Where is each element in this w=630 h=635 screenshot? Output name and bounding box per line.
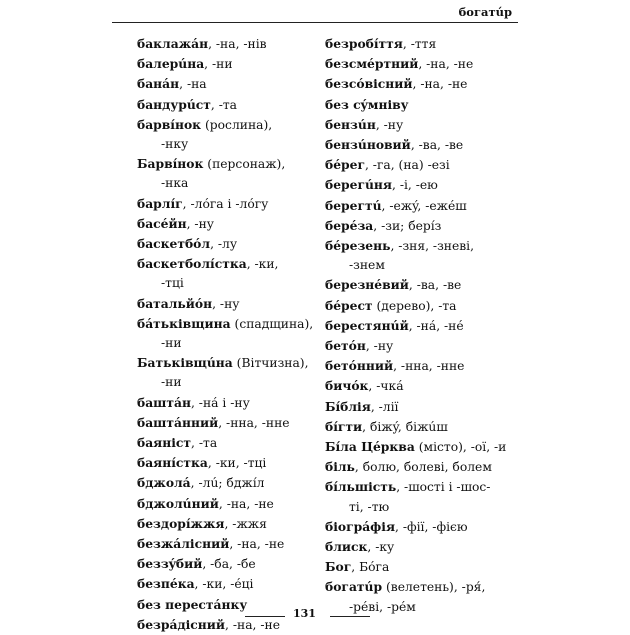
- headword: бджолá: [137, 475, 191, 491]
- headword: бетóнний: [325, 358, 394, 374]
- dictionary-entry: [137, 494, 312, 514]
- headword: баштáнний: [137, 414, 219, 430]
- grammar-forms: , -зи; берíз: [373, 218, 442, 233]
- headword: бичóк: [325, 378, 369, 394]
- dictionary-entry: [325, 417, 505, 437]
- headword: біль: [325, 459, 355, 475]
- grammar-forms: (спадщина),: [230, 316, 314, 331]
- grammar-forms: (персонаж),: [203, 157, 286, 172]
- headword: басéйн: [137, 215, 187, 231]
- continuation-line: ті, -тю: [349, 499, 390, 514]
- grammar-forms: , -лóга і -лóгу: [182, 196, 269, 211]
- headword: балерúна: [137, 56, 205, 72]
- dictionary-entry: [325, 175, 505, 195]
- headword: баштáн: [137, 394, 191, 410]
- page-number: 131: [293, 607, 316, 620]
- headword: безсмéртний: [325, 56, 419, 72]
- grammar-forms: , -ва, -ве: [410, 138, 464, 153]
- dictionary-entry: [325, 275, 505, 295]
- headword: баянíстка: [137, 455, 208, 471]
- headword: березнéвий: [325, 277, 409, 293]
- left-column: [137, 34, 312, 635]
- header-rule: [112, 22, 518, 23]
- footer-rule-left: [245, 616, 285, 617]
- continuation-line: -знем: [349, 258, 385, 273]
- headword: безсóвісний: [325, 76, 413, 92]
- headword: беззýбий: [137, 556, 203, 572]
- headword: безробíття: [325, 36, 403, 51]
- grammar-forms: , -та: [191, 436, 218, 451]
- dictionary-entry: [325, 135, 505, 155]
- headword: без перестáнку: [137, 596, 248, 612]
- headword: бензúн: [325, 116, 376, 132]
- grammar-forms: , -на, -не: [229, 537, 285, 552]
- dictionary-entry: [137, 154, 312, 193]
- grammar-forms: , Бóга: [351, 560, 390, 575]
- dictionary-entry: [325, 457, 505, 477]
- continuation-line: -ни: [161, 375, 182, 390]
- dictionary-entry: [137, 34, 312, 54]
- headword: баклажáн: [137, 36, 209, 51]
- headword: Батьківщúна: [137, 355, 233, 371]
- grammar-forms: , -нна, -нне: [393, 359, 465, 374]
- dictionary-entry: [137, 554, 312, 574]
- grammar-forms: , -на, -не: [412, 77, 468, 92]
- headword: безрáдісний: [137, 616, 226, 632]
- dictionary-entry: [137, 194, 312, 214]
- grammar-forms: , -ежý, -ежéш: [381, 198, 467, 213]
- grammar-forms: , -ва, -ве: [408, 278, 462, 293]
- dictionary-entry: [325, 74, 505, 94]
- headword: бéрег: [325, 157, 365, 173]
- headword: Бíблія: [325, 398, 371, 414]
- dictionary-entry: [137, 74, 312, 94]
- grammar-forms: (велетень), -ря́,: [382, 580, 486, 595]
- right-column: [325, 34, 505, 617]
- dictionary-entry: [325, 236, 505, 275]
- grammar-forms: , -ба, -бе: [202, 557, 256, 572]
- dictionary-entry: [325, 296, 505, 316]
- dictionary-entry: [325, 316, 505, 336]
- grammar-forms: (Вітчизна),: [232, 356, 309, 371]
- grammar-forms: , -га, (на) -езі: [364, 158, 450, 173]
- dictionary-entry: [325, 54, 505, 74]
- grammar-forms: , -ну: [375, 117, 404, 132]
- headword: бензúновий: [325, 137, 411, 153]
- dictionary-entry: [325, 557, 505, 577]
- dictionary-entry: [325, 477, 505, 516]
- page-footer: [0, 605, 630, 625]
- dictionary-entry: [325, 34, 505, 54]
- grammar-forms: , -на: [179, 77, 207, 92]
- dictionary-entry: [137, 353, 312, 392]
- dictionary-entry: [137, 54, 312, 74]
- grammar-forms: , -чкá: [368, 379, 404, 394]
- dictionary-entry: [137, 254, 312, 293]
- dictionary-entry: [325, 196, 505, 216]
- dictionary-entry: [137, 473, 312, 493]
- headword: богатúр: [325, 579, 383, 595]
- dictionary-entry: [137, 234, 312, 254]
- dictionary-entry: [137, 453, 312, 473]
- headword: бетóн: [325, 338, 366, 354]
- grammar-forms: , -та: [210, 97, 237, 112]
- footer-rule-right: [330, 616, 370, 617]
- headword: барлíг: [137, 195, 183, 211]
- grammar-forms: , -ки, -тці: [207, 456, 267, 471]
- headword: безжáлісний: [137, 536, 230, 552]
- grammar-forms: (рослина),: [201, 117, 273, 132]
- grammar-forms: , -нá і -ну: [190, 395, 250, 410]
- headword: Бíла Цéрква: [325, 439, 415, 455]
- grammar-forms: , -ни: [204, 57, 233, 72]
- grammar-forms: , -на, -не: [225, 617, 280, 632]
- dictionary-entry: [137, 115, 312, 154]
- headword: берегтú: [325, 197, 382, 213]
- grammar-forms: , -нна, -нне: [218, 415, 290, 430]
- dictionary-entry: [325, 336, 505, 356]
- headword: барвíнок: [137, 116, 202, 132]
- headword: банáн: [137, 76, 180, 92]
- headword: блиск: [325, 539, 368, 555]
- grammar-forms: , -шості і -шос-: [396, 480, 491, 495]
- dictionary-entry: [325, 115, 505, 135]
- grammar-forms: , -лú; бджíл: [190, 476, 265, 491]
- grammar-forms: , -фії, -фією: [395, 519, 468, 534]
- dictionary-entry: [137, 413, 312, 433]
- headword: бездорíжжя: [137, 515, 225, 531]
- headword: бáтьківщина: [137, 315, 231, 331]
- dictionary-entry: [325, 376, 505, 396]
- headword: безпéка: [137, 576, 195, 592]
- headword: біогрáфія: [325, 518, 396, 534]
- headword: бéрест: [325, 297, 373, 313]
- dictionary-entry: [137, 393, 312, 413]
- headword: без сýмніву: [325, 96, 409, 112]
- headword: берéза: [325, 217, 374, 233]
- headword: бíльшість: [325, 479, 397, 495]
- dictionary-entry: [325, 216, 505, 236]
- grammar-forms: , -на, -не: [218, 496, 274, 511]
- continuation-line: -рéві, -рéм: [349, 599, 416, 614]
- dictionary-entry: [137, 314, 312, 353]
- grammar-forms: , -ну: [186, 216, 215, 231]
- headword: бéрезень: [325, 238, 391, 254]
- grammar-forms: (дерево), -та: [372, 298, 457, 313]
- grammar-forms: , -ну: [365, 339, 394, 354]
- grammar-forms: , -на, -не: [418, 57, 474, 72]
- guide-word: богатúр: [458, 5, 512, 19]
- continuation-line: -тці: [161, 276, 184, 291]
- grammar-forms: , -ки,: [246, 257, 279, 272]
- grammar-forms: , -ття: [402, 37, 437, 51]
- continuation-line: -нка: [161, 176, 189, 191]
- grammar-forms: , -жжя: [224, 516, 267, 531]
- continuation-line: -ни: [161, 336, 182, 351]
- dictionary-entry: [137, 574, 312, 594]
- grammar-forms: , -і, -ею: [392, 178, 438, 193]
- grammar-forms: , -ки, -éці: [194, 577, 254, 592]
- headword: бандурúст: [137, 96, 211, 112]
- grammar-forms: (місто), -ої, -и: [414, 440, 507, 455]
- grammar-forms: , -на, -нів: [208, 37, 267, 51]
- headword: берестянúй: [325, 317, 409, 333]
- headword: берегúня: [325, 177, 393, 193]
- grammar-forms: , біжý, біжúш: [362, 419, 448, 434]
- dictionary-entry: [325, 537, 505, 557]
- grammar-forms: , болю, болеві, болем: [354, 460, 492, 475]
- dictionary-entry: [137, 534, 312, 554]
- grammar-forms: , -ну: [212, 296, 240, 311]
- headword: баяніст: [137, 435, 192, 451]
- dictionary-entry: [325, 95, 505, 115]
- dictionary-entry: [137, 214, 312, 234]
- grammar-forms: , -лу: [210, 237, 238, 252]
- dictionary-entry: [137, 514, 312, 534]
- grammar-forms: , -зня, -зневі,: [390, 239, 475, 254]
- dictionary-entry: [137, 95, 312, 115]
- grammar-forms: , -ку: [367, 540, 395, 555]
- grammar-forms: , -нá, -нé: [408, 318, 464, 333]
- grammar-forms: , -лії: [370, 399, 399, 414]
- dictionary-entry: [325, 356, 505, 376]
- headword: баскетбóл: [137, 236, 211, 252]
- dictionary-entry: [325, 155, 505, 175]
- headword: батальйóн: [137, 295, 213, 311]
- dictionary-entry: [325, 397, 505, 417]
- dictionary-entry: [325, 437, 505, 457]
- headword: Бог: [325, 559, 352, 575]
- dictionary-entry: [137, 294, 312, 314]
- headword: бíгти: [325, 418, 363, 434]
- continuation-line: -нку: [161, 137, 189, 152]
- headword: баскетболíстка: [137, 256, 247, 272]
- headword: Барвíнок: [137, 156, 204, 172]
- dictionary-entry: [137, 433, 312, 453]
- dictionary-entry: [325, 517, 505, 537]
- headword: бджолúний: [137, 495, 219, 511]
